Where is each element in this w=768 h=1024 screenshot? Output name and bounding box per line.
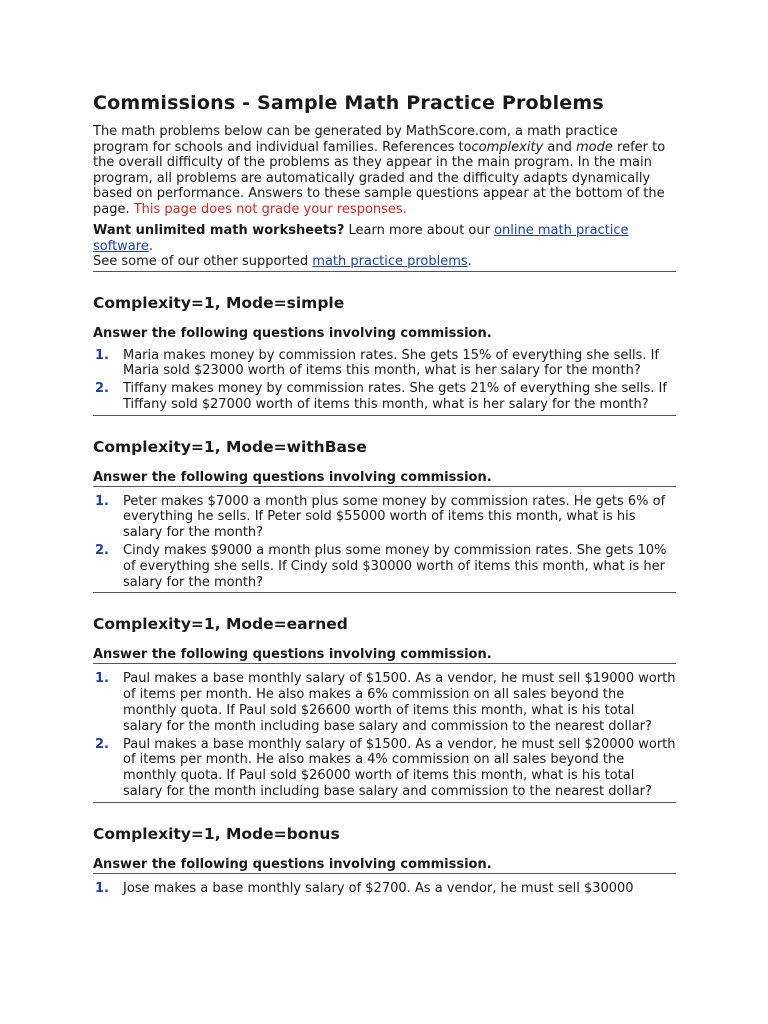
problem-section [93, 438, 676, 594]
problem-list [93, 881, 676, 897]
problem-text: Cindy makes $9000 a month plus some money by commission rates. She gets 10% of everything she sells. If Cindy sold $30000 worth of items this month, what is her salary for the month? [123, 543, 667, 590]
online-math-practice-software-link[interactable]: online math practice software [93, 223, 629, 254]
promo-text: Learn more about our [344, 223, 495, 238]
section-instruction: Answer the following questions involving commission. [93, 470, 676, 487]
problem-item [93, 737, 676, 800]
divider [93, 415, 676, 416]
divider [93, 592, 676, 593]
problem-number: 1. [95, 347, 109, 363]
section-instruction: Answer the following questions involving commission. [93, 325, 492, 341]
problem-text: Paul makes a base monthly salary of $1500. As a vendor, he must sell $20000 worth of items per month. He also makes a 4% commission on all sales beyond the monthly quota. If Paul sold $26000 worth of items this month, what is his total salary for the month including base salary and commission to the nearest dollar? [123, 736, 676, 800]
section-heading: Complexity=1, Mode=earned [93, 615, 348, 634]
promo-dot-2: . [467, 254, 472, 269]
problem-text: Maria makes money by commission rates. She gets 15% of everything she sells. If Maria sold $23000 worth of items this month, what is her salary for the month? [123, 347, 660, 379]
intro-and: and [543, 139, 576, 155]
problem-list [93, 348, 676, 413]
problem-number: 1. [95, 671, 109, 687]
problem-number: 1. [95, 880, 109, 896]
promo-block [93, 223, 676, 270]
problem-section [93, 825, 676, 897]
section-heading: Complexity=1, Mode=simple [93, 293, 345, 312]
problem-item [93, 494, 676, 541]
section-heading: Complexity=1, Mode=bonus [93, 824, 340, 843]
intro-warning: This page does not grade your responses. [133, 201, 407, 217]
document-content [93, 92, 676, 899]
problem-item [93, 881, 676, 897]
problem-text: Paul makes a base monthly salary of $1500. As a vendor, he must sell $19000 worth of items per month. He also makes a 6% commission on all sales beyond the monthly quota. If Paul sold $26600 worth of items this month, what is his total salary for the month including base salary and commission to the nearest dollar? [123, 671, 676, 734]
intro-text-2: refer to the overall difficulty of the problems as they appear in the main program. In the main program, all problems are automatically graded and the difficulty adapts dynamically based on performance. Answers to these sample questions appear at the bottom of the page. [93, 139, 666, 217]
problem-list [93, 671, 676, 799]
problem-number: 2. [95, 543, 109, 559]
divider [93, 271, 676, 272]
problem-number: 1. [95, 493, 109, 509]
problem-item [93, 381, 676, 413]
promo-dot-1: . [148, 238, 153, 254]
intro-paragraph [93, 124, 676, 217]
section-instruction: Answer the following questions involving commission. [93, 857, 676, 874]
intro-complexity: complexity [471, 139, 544, 155]
problem-section [93, 294, 676, 416]
page-title: Commissions - Sample Math Practice Problems [93, 92, 604, 114]
divider [93, 802, 676, 803]
problem-text: Jose makes a base monthly salary of $2700. As a vendor, he must sell $30000 [123, 880, 634, 896]
problem-text: Peter makes $7000 a month plus some money by commission rates. He gets 6% of everything he sells. If Peter sold $55000 worth of items this month, what is his salary for the month? [123, 493, 666, 541]
promo-bold: Want unlimited math worksheets? [93, 223, 345, 238]
math-practice-problems-link[interactable]: math practice problems [312, 254, 468, 269]
problem-item [93, 671, 676, 734]
problem-number: 2. [95, 736, 109, 752]
section-heading: Complexity=1, Mode=withBase [93, 437, 367, 456]
intro-text-1: The math problems below can be generated by MathScore.com, a math practice program for schools and individual families. References to [93, 124, 618, 155]
sections-container [93, 294, 676, 897]
problem-list [93, 494, 676, 591]
promo-line-2: See some of our other supported [93, 254, 313, 269]
problem-item [93, 348, 676, 380]
problem-number: 2. [95, 381, 109, 397]
section-instruction: Answer the following questions involving commission. [93, 647, 676, 664]
problem-section [93, 615, 676, 802]
intro-mode: mode [576, 139, 613, 155]
problem-text: Tiffany makes money by commission rates. She gets 21% of everything she sells. If Tiffany sold $27000 worth of items this month, what is her salary for the month? [123, 381, 667, 412]
problem-item [93, 543, 676, 590]
